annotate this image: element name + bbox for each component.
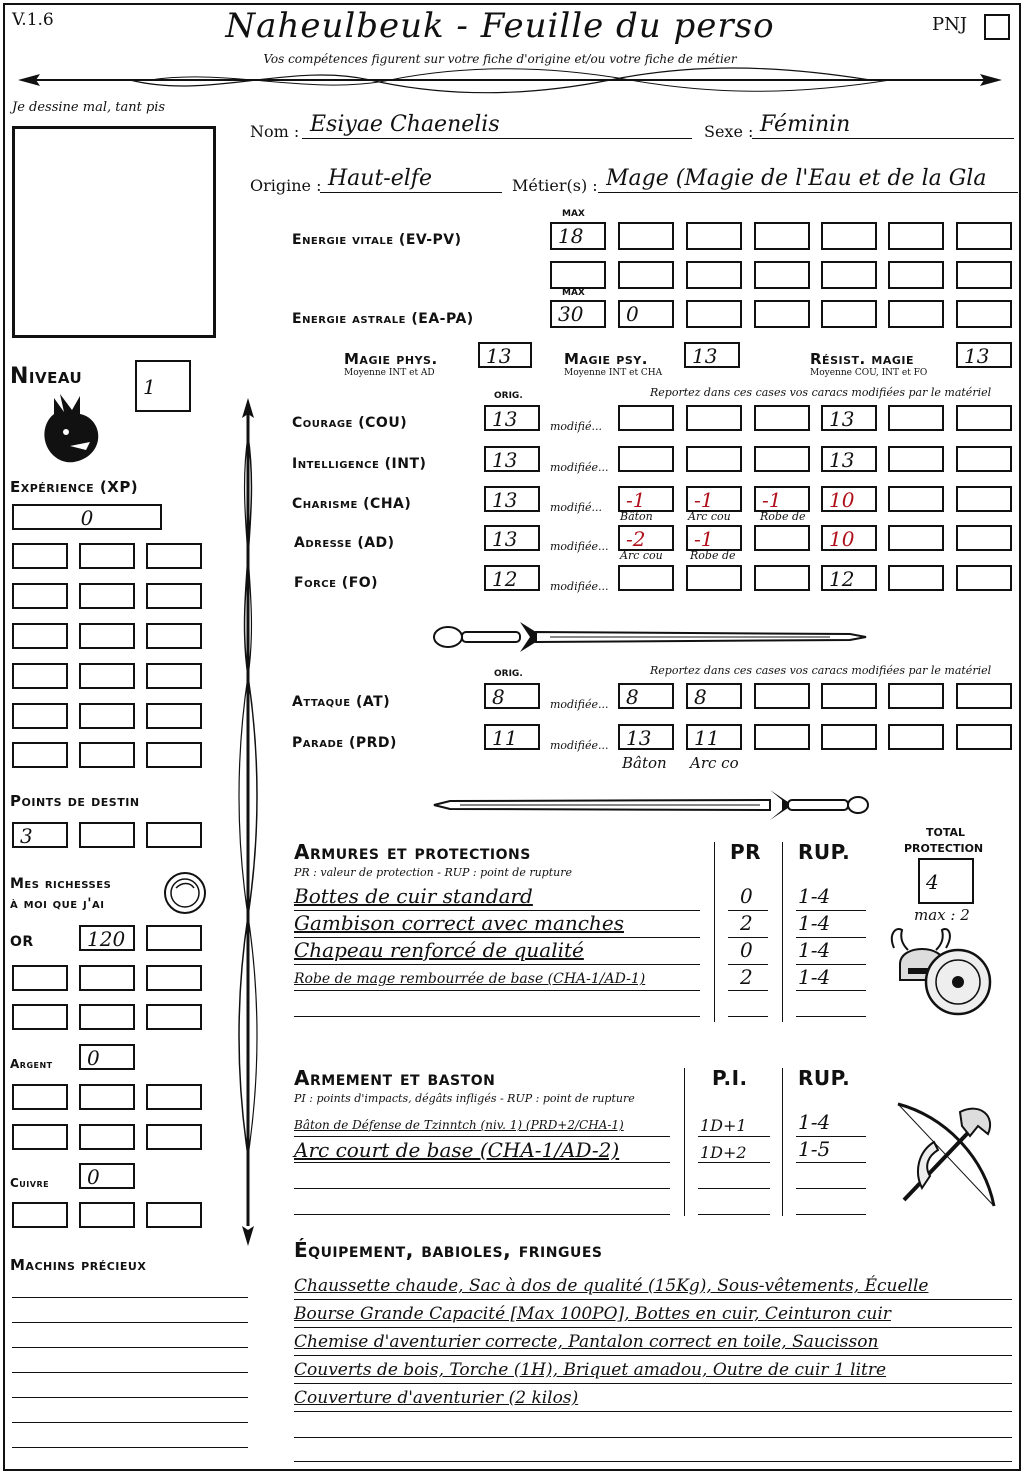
carac-orig-fo[interactable]: 12 (484, 565, 540, 591)
carac-mod-cou[interactable] (754, 405, 810, 431)
carac-mod-cou[interactable] (618, 405, 674, 431)
ev-max-box[interactable]: 18 (550, 222, 606, 250)
prd-label: Parade (PRD) (292, 735, 397, 751)
carac-mod-ad[interactable] (754, 525, 810, 551)
ev-box[interactable] (618, 261, 674, 289)
carac-note-cha-1: Bâton (620, 510, 653, 523)
carac-label-fo: Force (FO) (294, 575, 379, 591)
carac-mod-cou[interactable] (888, 405, 944, 431)
at-mod-box-1[interactable]: 8 (618, 683, 674, 709)
armor-item-pr[interactable]: 0 (740, 938, 753, 962)
argent-box[interactable] (146, 1124, 202, 1150)
sheet-title: Naheulbeuk - Feuille du perso (225, 6, 775, 46)
carac-mod-cha-3[interactable]: -1 (754, 486, 810, 512)
combat-orig-label: ORIG. (494, 669, 523, 679)
carac-final-ad[interactable]: 10 (821, 525, 877, 551)
machins-label: Machins précieux (10, 1256, 147, 1274)
metier-label: Métier(s) : (512, 176, 598, 195)
ea-box[interactable] (888, 300, 944, 328)
ev-box[interactable] (821, 222, 877, 250)
carac-note-cha-2: Arc cou (688, 510, 731, 523)
carac-mod-int[interactable] (956, 446, 1012, 472)
origine-value[interactable]: Haut-elfe (328, 166, 432, 191)
destin-box[interactable] (79, 822, 135, 848)
carac-note-cha-3: Robe de (760, 510, 806, 523)
portrait-caption: Je dessine mal, tant pis (12, 100, 166, 115)
carac-note-ad-2: Robe de (690, 549, 736, 562)
total-protection-label: TOTAL (926, 826, 966, 839)
or-box[interactable] (146, 1004, 202, 1030)
carac-mod-label-ad: modifiée... (550, 540, 609, 553)
carac-mod-ad-1[interactable]: -2 (618, 525, 674, 551)
prd-mod-box-1[interactable]: 13 (618, 724, 674, 750)
portrait-box[interactable] (12, 126, 216, 338)
cuivre-box[interactable] (79, 1202, 135, 1228)
ea-box[interactable] (686, 300, 742, 328)
xp-grid-box[interactable] (12, 583, 68, 609)
combat-report-note: Reportez dans ces cases vos caracs modifiées par le matériel (650, 664, 992, 677)
magie-psy-box[interactable]: 13 (684, 342, 740, 368)
carac-final-int[interactable]: 13 (821, 446, 877, 472)
carac-mod-int[interactable] (754, 446, 810, 472)
armor-pr-header: PR (730, 840, 762, 864)
nom-label: Nom : (250, 122, 300, 141)
xp-grid-box[interactable] (146, 742, 202, 768)
weapons-pi-header: P.I. (712, 1066, 748, 1090)
at-mod-box[interactable] (956, 683, 1012, 709)
dragon-head-icon (40, 390, 106, 466)
armor-item-rup[interactable]: 1-4 (798, 938, 831, 962)
carac-mod-fo[interactable] (754, 565, 810, 591)
carac-mod-int[interactable] (618, 446, 674, 472)
pnj-label: PNJ (932, 14, 968, 35)
carac-mod-ad[interactable] (956, 525, 1012, 551)
weapon-item[interactable]: Bâton de Défense de Tzinntch (niv. 1) (PRD+2/CHA-1) (294, 1118, 624, 1132)
ev-box[interactable] (754, 222, 810, 250)
xp-grid-box[interactable] (12, 623, 68, 649)
argent-box[interactable] (12, 1124, 68, 1150)
carac-mod-int[interactable] (686, 446, 742, 472)
at-mod-box[interactable] (754, 683, 810, 709)
combat-note-1: Bâton (622, 754, 667, 772)
weapons-title: Armement et baston (294, 1066, 496, 1090)
destin-label: Points de destin (10, 792, 140, 810)
cuivre-box[interactable] (146, 1202, 202, 1228)
armor-item-pr[interactable]: 2 (740, 911, 753, 935)
sheet-subtitle: Vos compétences figurent sur votre fiche d'origine et/ou votre fiche de métier (263, 52, 737, 66)
xp-grid-box[interactable] (79, 543, 135, 569)
carac-mod-fo[interactable] (956, 565, 1012, 591)
destin-box[interactable]: 3 (12, 822, 68, 848)
ev-box[interactable] (956, 261, 1012, 289)
helmet-shield-icon (888, 924, 998, 1024)
niveau-label: Niveau (10, 364, 83, 389)
staff-decoration-icon (230, 396, 266, 1248)
xp-grid-box[interactable] (12, 543, 68, 569)
at-mod-box[interactable] (888, 683, 944, 709)
xp-grid-box[interactable] (12, 663, 68, 689)
armor-item-pr[interactable]: 2 (740, 965, 753, 989)
prd-mod-box[interactable] (754, 724, 810, 750)
ea-label: Energie astrale (EA-PA) (292, 311, 474, 327)
xp-grid-box[interactable] (146, 703, 202, 729)
armor-item-rup[interactable]: 1-4 (798, 911, 831, 935)
carac-mod-cha[interactable] (956, 486, 1012, 512)
carac-orig-cou[interactable]: 13 (484, 405, 540, 431)
ev-box[interactable] (550, 261, 606, 289)
pnj-checkbox[interactable] (984, 14, 1010, 40)
armor-empty-line[interactable] (294, 1016, 700, 1017)
at-orig-box[interactable]: 8 (484, 683, 540, 709)
weapon-item-rup[interactable]: 1-4 (798, 1110, 831, 1134)
carac-mod-fo[interactable] (888, 565, 944, 591)
prd-mod-box[interactable] (821, 724, 877, 750)
carac-note-ad-1: Arc cou (620, 549, 663, 562)
niveau-box[interactable]: 1 (135, 360, 191, 412)
carac-final-cha[interactable]: 10 (821, 486, 877, 512)
equipment-line[interactable]: Bourse Grande Capacité [Max 100PO], Bottes en cuir, Ceinturon cuir (294, 1304, 891, 1324)
magie-phys-box[interactable]: 13 (478, 342, 532, 368)
carac-label-ad: Adresse (AD) (294, 535, 395, 551)
argent-box[interactable] (146, 1084, 202, 1110)
argent-box[interactable] (79, 1084, 135, 1110)
ev-label: Energie vitale (EV-PV) (292, 232, 462, 248)
carac-mod-cha-2[interactable]: -1 (686, 486, 742, 512)
carac-final-cou[interactable]: 13 (821, 405, 877, 431)
or-label: OR (10, 934, 34, 950)
carac-orig-ad[interactable]: 13 (484, 525, 540, 551)
xp-grid-box[interactable] (146, 583, 202, 609)
ev-box[interactable] (956, 222, 1012, 250)
carac-final-fo[interactable]: 12 (821, 565, 877, 591)
carac-mod-cou[interactable] (686, 405, 742, 431)
at-mod-box-2[interactable]: 8 (686, 683, 742, 709)
at-label: Attaque (AT) (292, 694, 391, 710)
sexe-value[interactable]: Féminin (760, 112, 851, 137)
prd-mod-box[interactable] (888, 724, 944, 750)
equipment-line[interactable]: Chaussette chaude, Sac à dos de qualité (15Kg), Sous-vêtements, Écuelle (294, 1276, 929, 1296)
carac-orig-cha[interactable]: 13 (484, 486, 540, 512)
machins-line[interactable] (12, 1447, 248, 1448)
cuivre-box[interactable] (12, 1202, 68, 1228)
xp-grid-box[interactable] (146, 623, 202, 649)
armor-rup-header: RUP. (798, 840, 851, 864)
xp-grid-box[interactable] (79, 623, 135, 649)
weapon-item-rup[interactable]: 1-5 (798, 1137, 831, 1161)
equipment-line[interactable]: Couverts de bois, Torche (1H), Briquet amadou, Outre de cuir 1 litre (294, 1360, 887, 1380)
xp-label: Expérience (XP) (10, 478, 139, 496)
at-mod-box[interactable] (821, 683, 877, 709)
argent-label: Argent (10, 1057, 53, 1071)
or-box[interactable] (12, 1004, 68, 1030)
ea-box[interactable] (821, 300, 877, 328)
ev-box[interactable] (618, 222, 674, 250)
carac-orig-label: ORIG. (494, 391, 523, 401)
carac-mod-label-fo: modifiée... (550, 580, 609, 593)
weapons-note: PI : points d'impacts, dégâts infligés - RUP : point de rupture (294, 1092, 635, 1105)
armor-item-rup[interactable]: 1-4 (798, 884, 831, 908)
equipment-empty-line[interactable] (294, 1461, 1012, 1462)
machins-line[interactable] (12, 1347, 248, 1348)
weapons-rup-header: RUP. (798, 1066, 851, 1090)
prd-mod-label: modifiée... (550, 739, 609, 752)
spear-divider-icon (10, 66, 1010, 100)
argent-box[interactable] (79, 1124, 135, 1150)
carac-mod-label-int: modifiée... (550, 461, 609, 474)
xp-box[interactable]: 0 (12, 504, 162, 530)
xp-grid-box[interactable] (146, 663, 202, 689)
or-box[interactable]: 120 (79, 925, 135, 951)
sexe-label: Sexe : (704, 122, 754, 141)
or-box[interactable] (12, 965, 68, 991)
armor-item[interactable]: Robe de mage rembourrée de base (CHA-1/AD-1) (294, 971, 646, 987)
armor-item-pr[interactable]: 0 (740, 884, 753, 908)
ev-box[interactable] (888, 222, 944, 250)
argent-box[interactable]: 0 (79, 1044, 135, 1070)
ea-box[interactable] (956, 300, 1012, 328)
prd-mod-box-2[interactable]: 11 (686, 724, 742, 750)
ea-max-box[interactable]: 30 (550, 300, 606, 328)
xp-grid-box[interactable] (12, 703, 68, 729)
xp-grid-box[interactable] (12, 742, 68, 768)
total-protection-box[interactable]: 4 (918, 858, 974, 904)
ev-box[interactable] (686, 222, 742, 250)
or-box[interactable] (146, 965, 202, 991)
magie-phys-label: Magie phys. (344, 350, 438, 368)
machins-line[interactable] (12, 1372, 248, 1373)
carac-mod-cou[interactable] (956, 405, 1012, 431)
or-box[interactable] (79, 965, 135, 991)
carac-label-int: Intelligence (INT) (292, 456, 427, 472)
carac-mod-cha[interactable] (888, 486, 944, 512)
carac-mod-cha-1[interactable]: -1 (618, 486, 674, 512)
ev-box[interactable] (754, 261, 810, 289)
carac-mod-ad[interactable] (888, 525, 944, 551)
weapon-empty-line[interactable] (294, 1214, 670, 1215)
resist-magie-box[interactable]: 13 (956, 342, 1012, 368)
origine-label: Origine : (250, 176, 322, 195)
richesses-label: Mes richesses (10, 876, 112, 892)
xp-grid-box[interactable] (79, 663, 135, 689)
equipment-empty-line[interactable] (294, 1437, 1012, 1438)
carac-mod-label-cha: modifié... (550, 501, 602, 514)
ev-box[interactable] (888, 261, 944, 289)
nom-value[interactable]: Esiyae Chaenelis (310, 112, 500, 137)
carac-mod-fo[interactable] (618, 565, 674, 591)
carac-mod-int[interactable] (888, 446, 944, 472)
equipment-line[interactable]: Couverture d'aventurier (2 kilos) (294, 1388, 579, 1408)
machins-line[interactable] (12, 1422, 248, 1423)
xp-grid-box[interactable] (79, 703, 135, 729)
armor-item[interactable]: Bottes de cuir standard (294, 884, 533, 908)
weapon-empty-line[interactable] (294, 1188, 670, 1189)
resist-magie-note: Moyenne COU, INT et FO (810, 368, 928, 378)
total-protection-max: max : 2 (914, 906, 970, 924)
armor-item[interactable]: Chapeau renforcé de qualité (294, 938, 584, 962)
xp-grid-box[interactable] (79, 583, 135, 609)
weapon-item-pi[interactable]: 1D+2 (700, 1143, 747, 1162)
armor-note: PR : valeur de protection - RUP : point de rupture (294, 866, 572, 879)
weapons-bow-axe-icon (884, 1096, 1004, 1216)
armor-title: Armures et protections (294, 840, 531, 864)
prd-orig-box[interactable]: 11 (484, 724, 540, 750)
total-protection-label-2: PROTECTION (904, 842, 984, 855)
equipment-title: Équipement, babioles, fringues (294, 1238, 603, 1262)
magie-psy-note: Moyenne INT et CHA (564, 368, 663, 378)
ev-box[interactable] (686, 261, 742, 289)
resist-magie-label: Résist. magie (810, 350, 915, 368)
machins-line[interactable] (12, 1397, 248, 1398)
at-mod-label: modifiée... (550, 698, 609, 711)
ev-box[interactable] (821, 261, 877, 289)
metier-value[interactable]: Mage (Magie de l'Eau et de la Gla (606, 166, 987, 191)
armor-item-rup[interactable]: 1-4 (798, 965, 831, 989)
carac-label-cha: Charisme (CHA) (292, 496, 412, 512)
prd-mod-box[interactable] (956, 724, 1012, 750)
xp-grid-box[interactable] (79, 742, 135, 768)
or-box[interactable] (146, 925, 202, 951)
weapon-item-pi[interactable]: 1D+1 (700, 1116, 747, 1135)
cuivre-box[interactable]: 0 (79, 1163, 135, 1189)
machins-line[interactable] (12, 1322, 248, 1323)
coin-icon (162, 870, 208, 916)
destin-box[interactable] (146, 822, 202, 848)
machins-line[interactable] (12, 1297, 248, 1298)
or-box[interactable] (79, 1004, 135, 1030)
carac-label-cou: Courage (COU) (292, 415, 408, 431)
ea-max-label: MAX (562, 288, 585, 298)
carac-mod-ad-2[interactable]: -1 (686, 525, 742, 551)
carac-mod-fo[interactable] (686, 565, 742, 591)
richesses-label-2: à moi que j'ai (10, 896, 105, 912)
armor-item[interactable]: Gambison correct avec manches (294, 911, 624, 935)
carac-report-note: Reportez dans ces cases vos caracs modifiées par le matériel (650, 386, 992, 399)
sword-icon (430, 612, 870, 662)
xp-grid-box[interactable] (146, 543, 202, 569)
sword-icon (430, 780, 870, 830)
equipment-line[interactable]: Chemise d'aventurier correcte, Pantalon correct en toile, Saucisson (294, 1332, 879, 1352)
weapon-item[interactable]: Arc court de base (CHA-1/AD-2) (294, 1138, 620, 1162)
carac-mod-label-cou: modifié... (550, 420, 602, 433)
combat-note-2: Arc co (690, 754, 739, 772)
ea-current-box[interactable]: 0 (618, 300, 674, 328)
argent-box[interactable] (12, 1084, 68, 1110)
magie-psy-label: Magie psy. (564, 350, 648, 368)
magie-phys-note: Moyenne INT et AD (344, 368, 435, 378)
carac-orig-int[interactable]: 13 (484, 446, 540, 472)
ea-box[interactable] (754, 300, 810, 328)
ev-max-label: MAX (562, 209, 585, 219)
version-label: V.1.6 (12, 10, 54, 30)
cuivre-label: Cuivre (10, 1176, 50, 1190)
